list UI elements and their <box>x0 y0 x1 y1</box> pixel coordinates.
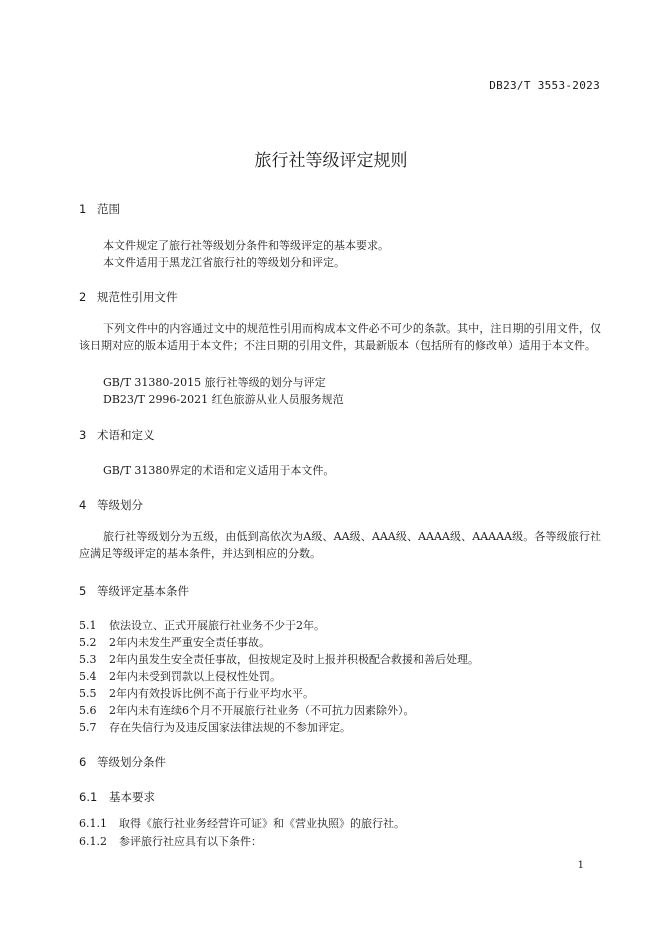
clause-number: 6.1.2 <box>79 835 107 848</box>
paragraph: 下列文件中的内容通过文中的规范性引用而构成本文件必不可少的条款。其中，注日期的引用文件，仅该日期对应的版本适用于本文件；不注日期的引用文件，其最新版本（包括所有的修改单）适用于本文件。 <box>79 322 601 352</box>
clause-number: 5.5 <box>79 687 97 700</box>
clause-text: 参评旅行社应具有以下条件： <box>119 835 262 848</box>
subsection-heading <box>79 789 155 805</box>
clause-number: 5.1 <box>79 619 97 632</box>
clause-text: 取得《旅行社业务经营许可证》和《营业执照》的旅行社。 <box>119 817 405 830</box>
section-number: 3 <box>79 428 87 442</box>
paragraph: GB/T 31380界定的术语和定义适用于本文件。 <box>103 464 335 477</box>
clause-item <box>79 685 314 701</box>
clause-text: 存在失信行为及违反国家法律法规的不参加评定。 <box>109 721 351 734</box>
page-number: 1 <box>577 860 584 871</box>
section-title: 等级评定基本条件 <box>97 584 189 598</box>
reference-item: GB/T 31380-2015 旅行社等级的划分与评定 <box>103 376 326 389</box>
section-title: 范围 <box>97 202 120 216</box>
clause-number: 5.4 <box>79 670 97 683</box>
reference-item: DB23/T 2996-2021 红色旅游从业人员服务规范 <box>103 393 344 406</box>
clause-item <box>79 668 281 684</box>
clause-text: 2年内未发生严重安全责任事故。 <box>109 636 270 649</box>
subsection-title: 基本要求 <box>109 790 155 804</box>
section-6-heading <box>79 754 166 770</box>
clause-number: 5.7 <box>79 721 97 734</box>
subsection-number: 6.1 <box>79 790 98 804</box>
clause-number: 5.6 <box>79 704 97 717</box>
clause-number: 6.1.1 <box>79 817 107 830</box>
section-3-heading <box>79 427 155 443</box>
clause-item <box>79 651 479 667</box>
section-number: 4 <box>79 498 87 512</box>
paragraph: 旅行社等级划分为五级，由低到高依次为A级、AA级、AAA级、AAAA级、AAAAA级。各等级旅行社应满足等级评定的基本条件，并达到相应的分数。 <box>79 530 601 560</box>
section-number: 2 <box>79 290 87 304</box>
clause-item <box>79 702 415 718</box>
document-title: 旅行社等级评定规则 <box>254 151 408 171</box>
section-title: 规范性引用文件 <box>97 290 178 304</box>
paragraph: 本文件适用于黑龙江省旅行社的等级划分和评定。 <box>103 256 345 269</box>
clause-text: 2年内有效投诉比例不高于行业平均水平。 <box>109 687 314 700</box>
paragraph: 本文件规定了旅行社等级划分条件和等级评定的基本要求。 <box>103 239 389 252</box>
clause-item <box>79 634 270 650</box>
section-1-heading <box>79 201 120 217</box>
clause-text: 2年内虽发生安全责任事故，但按规定及时上报并积极配合救援和善后处理。 <box>109 653 479 666</box>
clause-text: 依法设立、正式开展旅行社业务不少于2年。 <box>109 619 325 632</box>
clause-item <box>79 815 405 831</box>
clause-number: 5.2 <box>79 636 97 649</box>
section-5-heading <box>79 583 189 599</box>
section-title: 等级划分 <box>97 498 143 512</box>
section-number: 5 <box>79 584 87 598</box>
clause-text: 2年内未受到罚款以上侵权性处罚。 <box>109 670 281 683</box>
clause-item <box>79 833 262 849</box>
clause-item <box>79 719 351 735</box>
clause-item <box>79 617 325 633</box>
section-title: 等级划分条件 <box>97 755 166 769</box>
section-title: 术语和定义 <box>97 428 155 442</box>
clause-number: 5.3 <box>79 653 97 666</box>
standard-number: DB23/T 3553-2023 <box>489 79 600 92</box>
section-number: 1 <box>79 202 87 216</box>
clause-text: 2年内未有连续6个月不开展旅行社业务（不可抗力因素除外）。 <box>109 704 415 717</box>
section-4-heading <box>79 497 143 513</box>
section-2-heading <box>79 289 178 305</box>
section-number: 6 <box>79 755 87 769</box>
